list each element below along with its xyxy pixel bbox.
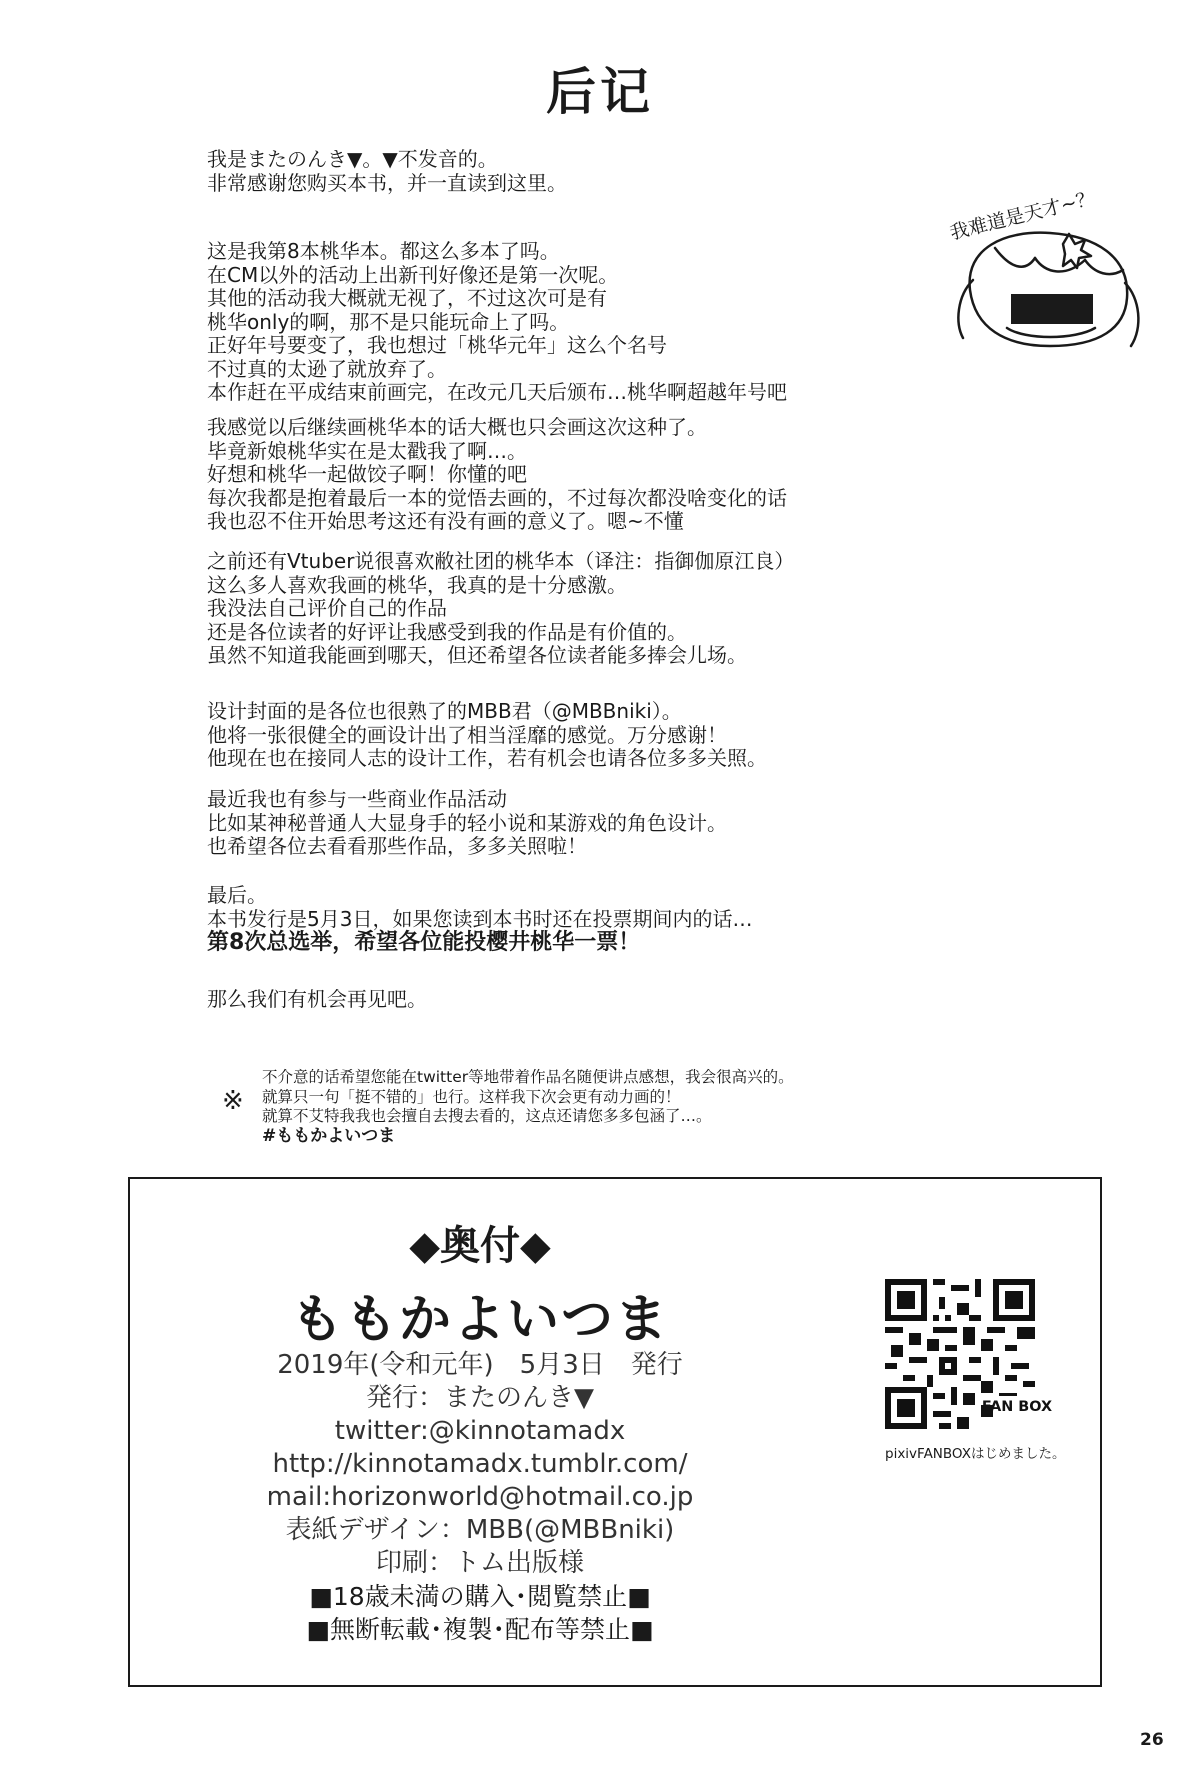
hashtag: #ももかよいつま [262, 1125, 396, 1146]
text-line: 好想和桃华一起做饺子啊！你懂的吧 [207, 462, 527, 486]
text-line: 虽然不知道我能画到哪天，但还希望各位读者能多捧会儿场。 [207, 643, 747, 667]
text-line: 之前还有Vtuber说很喜欢敝社团的桃华本（译注：指御伽原江良） [207, 549, 795, 573]
colophon-heading: ◆奥付◆ [409, 1223, 551, 1269]
text-line: 那么我们有机会再见吧。 [207, 987, 427, 1011]
text-line: 比如某神秘普通人大显身手的轻小说和某游戏的角色设计。 [207, 810, 727, 835]
email-address: mail:horizonworld@hotmail.co.jp [266, 1482, 694, 1512]
publish-date: 2019年(令和元年) 5月3日 発行 [277, 1350, 683, 1380]
paragraph-commercial-work [207, 788, 907, 859]
text-line: 这么多人喜欢我画的桃华，我真的是十分感激。 [207, 572, 627, 597]
text-line: 最后。 [207, 883, 267, 907]
cover-design-credit: 表紙デザイン：MBB(@MBBniki) [285, 1515, 675, 1545]
book-title: ももかよいつま [290, 1290, 669, 1350]
paragraph-eighth-book [207, 240, 907, 405]
text-line: 我没法自己评价自己的作品 [207, 596, 447, 620]
text-line: 我也忍不住开始思考这还有没有画的意义了。嗯~不懂 [207, 509, 684, 533]
paragraph-cover-design [207, 700, 907, 771]
page-title: 后记 [546, 63, 654, 121]
text-line: 每次我都是抱着最后一本的觉悟去画的，不过每次都没啥变化的话 [207, 485, 787, 510]
text-line: 最近我也有参与一些商业作品活动 [207, 787, 507, 811]
text-line: 这是我第8本桃华本。都这么多本了吗。 [207, 239, 560, 263]
text-line: 本作赶在平成结束前画完，在改元几天后颁布…桃华啊超越年号吧 [207, 380, 787, 404]
text-line: 非常感谢您购买本书，并一直读到这里。 [207, 170, 567, 195]
page-number: 26 [1140, 1730, 1164, 1750]
text-line: 本书发行是5月3日，如果您读到本书时还在投票期间内的话… [207, 906, 753, 931]
age-restriction-notice: ■18歳未満の購入･閲覧禁止■ [309, 1582, 651, 1611]
note-line: 不介意的话希望您能在twitter等地带着作品名随便讲点感想，我会很高兴的。 [262, 1068, 794, 1086]
note-line: 就算只一句「挺不错的」也行。这样我下次会更有动力画的！ [262, 1087, 681, 1106]
text-line: 我是またのんき▼。▼不发音的。 [207, 147, 498, 171]
publisher: 発行：またのんき▼ [366, 1383, 594, 1413]
paragraph-future [207, 416, 907, 534]
text-line: 还是各位读者的好评让我感受到我的作品是有价值的。 [207, 619, 687, 644]
website-url: http://kinnotamadx.tumblr.com/ [272, 1449, 688, 1479]
colophon-box [128, 1177, 1102, 1687]
paragraph-election [207, 884, 907, 955]
text-line: 毕竟新娘桃华实在是太戳我了啊…。 [207, 438, 527, 463]
paragraph-thanks-readers [207, 550, 907, 668]
note-lines [262, 1068, 902, 1146]
paragraph-farewell [207, 988, 907, 1012]
text-line: 他现在也在接同人志的设计工作，若有机会也请各位多多关照。 [207, 746, 767, 770]
text-line: 我感觉以后继续画桃华本的话大概也只会画这次这种了。 [207, 415, 707, 439]
text-line: 桃华only的啊，那不是只能玩命上了吗。 [207, 309, 570, 334]
text-line: 不过真的太逊了就放弃了。 [207, 356, 447, 381]
note-line: 就算不艾特我我也会擅自去搜去看的，这点还请您多多包涵了…。 [262, 1107, 712, 1125]
text-line: 他将一张很健全的画设计出了相当淫靡的感觉。万分感谢！ [207, 722, 727, 747]
text-line: 其他的活动我大概就无视了，不过这次可是有 [207, 286, 607, 310]
text-line: 在CM以外的活动上出新刊好像还是第一次呢。 [207, 262, 619, 287]
text-line: 设计封面的是各位也很熟了的MBB君（@MBBniki）。 [207, 699, 682, 723]
text-line: 正好年号要变了，我也想过「桃华元年」这么个名号 [207, 333, 667, 357]
fanbox-caption: pixivFANBOXはじめました。 [885, 1446, 1066, 1462]
fanbox-badge: FAN BOX [981, 1399, 1053, 1415]
sketch-caption: 我难道是天才~？ [947, 186, 1098, 245]
copy-restriction-notice: ■無断転載･複製･配布等禁止■ [306, 1615, 654, 1644]
text-line: 也希望各位去看看那些作品，多多关照啦！ [207, 834, 587, 858]
printer-credit: 印刷：トム出版様 [375, 1548, 584, 1578]
paragraph-intro [207, 148, 907, 195]
publication-info [130, 1349, 830, 1646]
twitter-handle: twitter:@kinnotamadx [334, 1416, 626, 1446]
fanbox-qr-code [885, 1279, 1053, 1433]
chibi-sketch-illustration [935, 178, 1175, 378]
election-appeal: 第8次总选举，希望各位能投樱井桃华一票！ [207, 930, 641, 955]
censor-bar [1011, 294, 1093, 324]
qr-code-icon [885, 1279, 1053, 1429]
reference-mark: ※ [222, 1086, 244, 1116]
